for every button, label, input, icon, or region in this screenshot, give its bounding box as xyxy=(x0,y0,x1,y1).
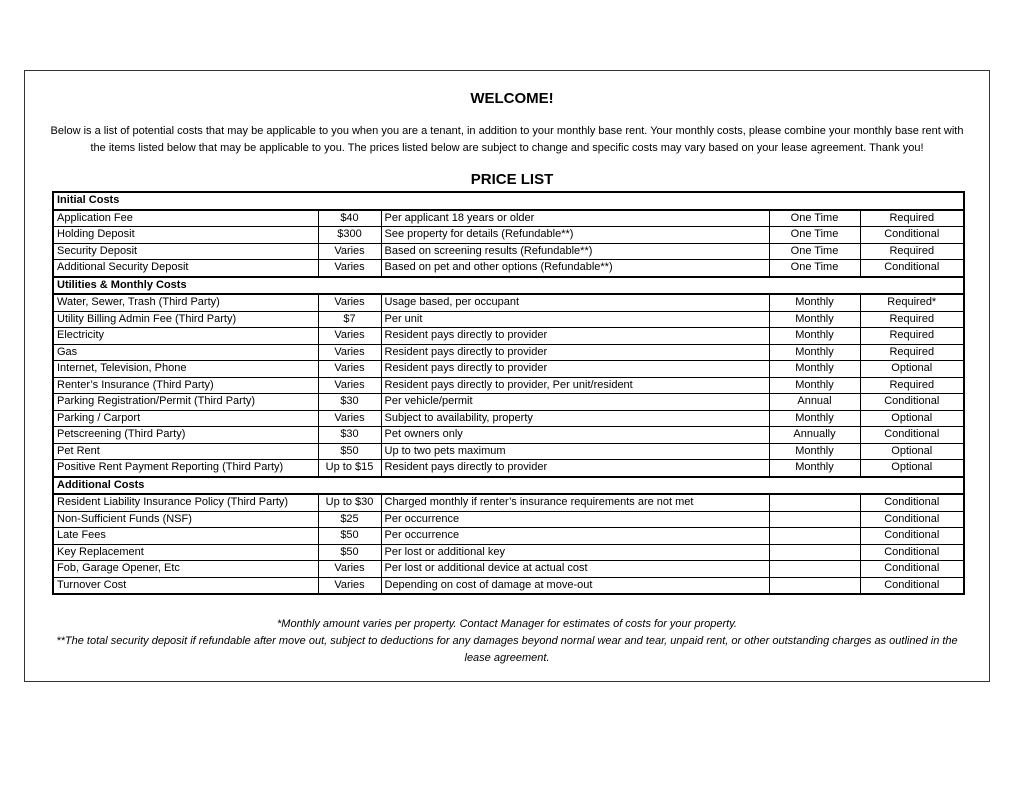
price-cell: Varies xyxy=(318,328,381,345)
frequency-cell: Annually xyxy=(769,427,860,444)
description-cell: Based on screening results (Refundable**) xyxy=(381,243,769,260)
price-cell: Varies xyxy=(318,361,381,378)
status-cell: Conditional xyxy=(860,511,964,528)
frequency-cell xyxy=(769,528,860,545)
price-cell: Varies xyxy=(318,294,381,311)
item-cell: Positive Rent Payment Reporting (Third Party) xyxy=(53,460,318,477)
frequency-cell: Annual xyxy=(769,394,860,411)
price-cell: Varies xyxy=(318,561,381,578)
item-cell: Late Fees xyxy=(53,528,318,545)
description-cell: Based on pet and other options (Refundable**) xyxy=(381,260,769,277)
price-cell: $7 xyxy=(318,311,381,328)
item-cell: Gas xyxy=(53,344,318,361)
table-row xyxy=(53,528,964,545)
price-cell: Varies xyxy=(318,260,381,277)
frequency-cell: Monthly xyxy=(769,377,860,394)
table-row xyxy=(53,494,964,511)
description-cell: Per lost or additional device at actual cost xyxy=(381,561,769,578)
price-cell: Up to $15 xyxy=(318,460,381,477)
description-cell: Per vehicle/permit xyxy=(381,394,769,411)
item-cell: Parking / Carport xyxy=(53,410,318,427)
price-cell: $30 xyxy=(318,427,381,444)
item-cell: Parking Registration/Permit (Third Party) xyxy=(53,394,318,411)
section-header-row xyxy=(53,477,964,495)
intro-paragraph: Below is a list of potential costs that may be applicable to you when you are a tenant, in addition to your monthly base rent. Your monthly costs, please combine your monthly base rent with the items listed below that may be applicable to you. The prices listed below are subject to change and specific costs may vary based on your lease agreement. Thank you! xyxy=(50,125,964,154)
price-cell: $25 xyxy=(318,511,381,528)
status-cell: Optional xyxy=(860,361,964,378)
table-row xyxy=(53,311,964,328)
description-cell: See property for details (Refundable**) xyxy=(381,227,769,244)
status-cell: Required xyxy=(860,377,964,394)
table-row xyxy=(53,210,964,227)
table-row xyxy=(53,243,964,260)
frequency-cell: One Time xyxy=(769,210,860,227)
welcome-heading: WELCOME! xyxy=(470,90,554,107)
price-list-title: PRICE LIST xyxy=(470,171,554,188)
price-cell: Up to $30 xyxy=(318,494,381,511)
frequency-cell: Monthly xyxy=(769,460,860,477)
item-cell: Renter’s Insurance (Third Party) xyxy=(53,377,318,394)
section-header-row xyxy=(53,192,964,210)
frequency-cell: One Time xyxy=(769,243,860,260)
price-cell: $50 xyxy=(318,528,381,545)
description-cell: Resident pays directly to provider xyxy=(381,344,769,361)
description-cell: Resident pays directly to provider, Per unit/resident xyxy=(381,377,769,394)
description-cell: Depending on cost of damage at move-out xyxy=(381,577,769,594)
footnote-security-deposit: **The total security deposit if refundable after move out, subject to deductions for any damages beyond normal wear and tear, unpaid rent, or other outstanding charges as outlined in the lease agreement. xyxy=(56,635,958,664)
status-cell: Conditional xyxy=(860,260,964,277)
table-row xyxy=(53,561,964,578)
item-cell: Resident Liability Insurance Policy (Third Party) xyxy=(53,494,318,511)
price-cell: Varies xyxy=(318,410,381,427)
status-cell: Required* xyxy=(860,294,964,311)
frequency-cell: One Time xyxy=(769,260,860,277)
price-list-table xyxy=(52,191,965,595)
item-cell: Utility Billing Admin Fee (Third Party) xyxy=(53,311,318,328)
description-cell: Per unit xyxy=(381,311,769,328)
section-header-row xyxy=(53,277,964,295)
frequency-cell: Monthly xyxy=(769,294,860,311)
item-cell: Internet, Television, Phone xyxy=(53,361,318,378)
frequency-cell xyxy=(769,561,860,578)
description-cell: Per lost or additional key xyxy=(381,544,769,561)
item-cell: Electricity xyxy=(53,328,318,345)
price-cell: $300 xyxy=(318,227,381,244)
item-cell: Holding Deposit xyxy=(53,227,318,244)
section-title: Additional Costs xyxy=(53,477,964,495)
price-cell: $40 xyxy=(318,210,381,227)
footnotes xyxy=(55,616,959,667)
item-cell: Fob, Garage Opener, Etc xyxy=(53,561,318,578)
status-cell: Conditional xyxy=(860,394,964,411)
frequency-cell: Monthly xyxy=(769,328,860,345)
frequency-cell: Monthly xyxy=(769,344,860,361)
table-row xyxy=(53,460,964,477)
status-cell: Conditional xyxy=(860,227,964,244)
table-row xyxy=(53,544,964,561)
status-cell: Conditional xyxy=(860,427,964,444)
status-cell: Optional xyxy=(860,460,964,477)
status-cell: Conditional xyxy=(860,561,964,578)
table-row xyxy=(53,410,964,427)
item-cell: Turnover Cost xyxy=(53,577,318,594)
table-row xyxy=(53,443,964,460)
description-cell: Usage based, per occupant xyxy=(381,294,769,311)
frequency-cell xyxy=(769,577,860,594)
table-row xyxy=(53,361,964,378)
item-cell: Water, Sewer, Trash (Third Party) xyxy=(53,294,318,311)
frequency-cell xyxy=(769,511,860,528)
status-cell: Required xyxy=(860,311,964,328)
footnote-monthly-amount: *Monthly amount varies per property. Contact Manager for estimates of costs for your property. xyxy=(277,618,737,630)
description-cell: Charged monthly if renter’s insurance requirements are not met xyxy=(381,494,769,511)
table-row xyxy=(53,511,964,528)
description-cell: Pet owners only xyxy=(381,427,769,444)
frequency-cell xyxy=(769,544,860,561)
item-cell: Key Replacement xyxy=(53,544,318,561)
item-cell: Application Fee xyxy=(53,210,318,227)
status-cell: Required xyxy=(860,344,964,361)
status-cell: Required xyxy=(860,328,964,345)
item-cell: Additional Security Deposit xyxy=(53,260,318,277)
table-row xyxy=(53,227,964,244)
item-cell: Pet Rent xyxy=(53,443,318,460)
section-title: Initial Costs xyxy=(53,192,964,210)
description-cell: Resident pays directly to provider xyxy=(381,328,769,345)
price-cell: $50 xyxy=(318,443,381,460)
description-cell: Per occurrence xyxy=(381,528,769,545)
description-cell: Up to two pets maximum xyxy=(381,443,769,460)
frequency-cell: Monthly xyxy=(769,443,860,460)
table-row xyxy=(53,294,964,311)
table-row xyxy=(53,260,964,277)
section-title: Utilities & Monthly Costs xyxy=(53,277,964,295)
price-table-body xyxy=(53,192,964,594)
status-cell: Conditional xyxy=(860,577,964,594)
price-cell: Varies xyxy=(318,243,381,260)
status-cell: Conditional xyxy=(860,494,964,511)
status-cell: Conditional xyxy=(860,528,964,545)
table-row xyxy=(53,377,964,394)
item-cell: Non-Sufficient Funds (NSF) xyxy=(53,511,318,528)
description-cell: Resident pays directly to provider xyxy=(381,361,769,378)
table-row xyxy=(53,328,964,345)
description-cell: Per applicant 18 years or older xyxy=(381,210,769,227)
description-cell: Resident pays directly to provider xyxy=(381,460,769,477)
status-cell: Optional xyxy=(860,410,964,427)
price-cell: $30 xyxy=(318,394,381,411)
description-cell: Per occurrence xyxy=(381,511,769,528)
frequency-cell: One Time xyxy=(769,227,860,244)
price-cell: Varies xyxy=(318,577,381,594)
item-cell: Petscreening (Third Party) xyxy=(53,427,318,444)
table-row xyxy=(53,427,964,444)
frequency-cell: Monthly xyxy=(769,410,860,427)
frequency-cell: Monthly xyxy=(769,361,860,378)
price-cell: $50 xyxy=(318,544,381,561)
table-row xyxy=(53,344,964,361)
table-row xyxy=(53,577,964,594)
description-cell: Subject to availability, property xyxy=(381,410,769,427)
status-cell: Required xyxy=(860,210,964,227)
status-cell: Optional xyxy=(860,443,964,460)
frequency-cell: Monthly xyxy=(769,311,860,328)
price-cell: Varies xyxy=(318,377,381,394)
table-row xyxy=(53,394,964,411)
item-cell: Security Deposit xyxy=(53,243,318,260)
price-cell: Varies xyxy=(318,344,381,361)
status-cell: Required xyxy=(860,243,964,260)
status-cell: Conditional xyxy=(860,544,964,561)
frequency-cell xyxy=(769,494,860,511)
